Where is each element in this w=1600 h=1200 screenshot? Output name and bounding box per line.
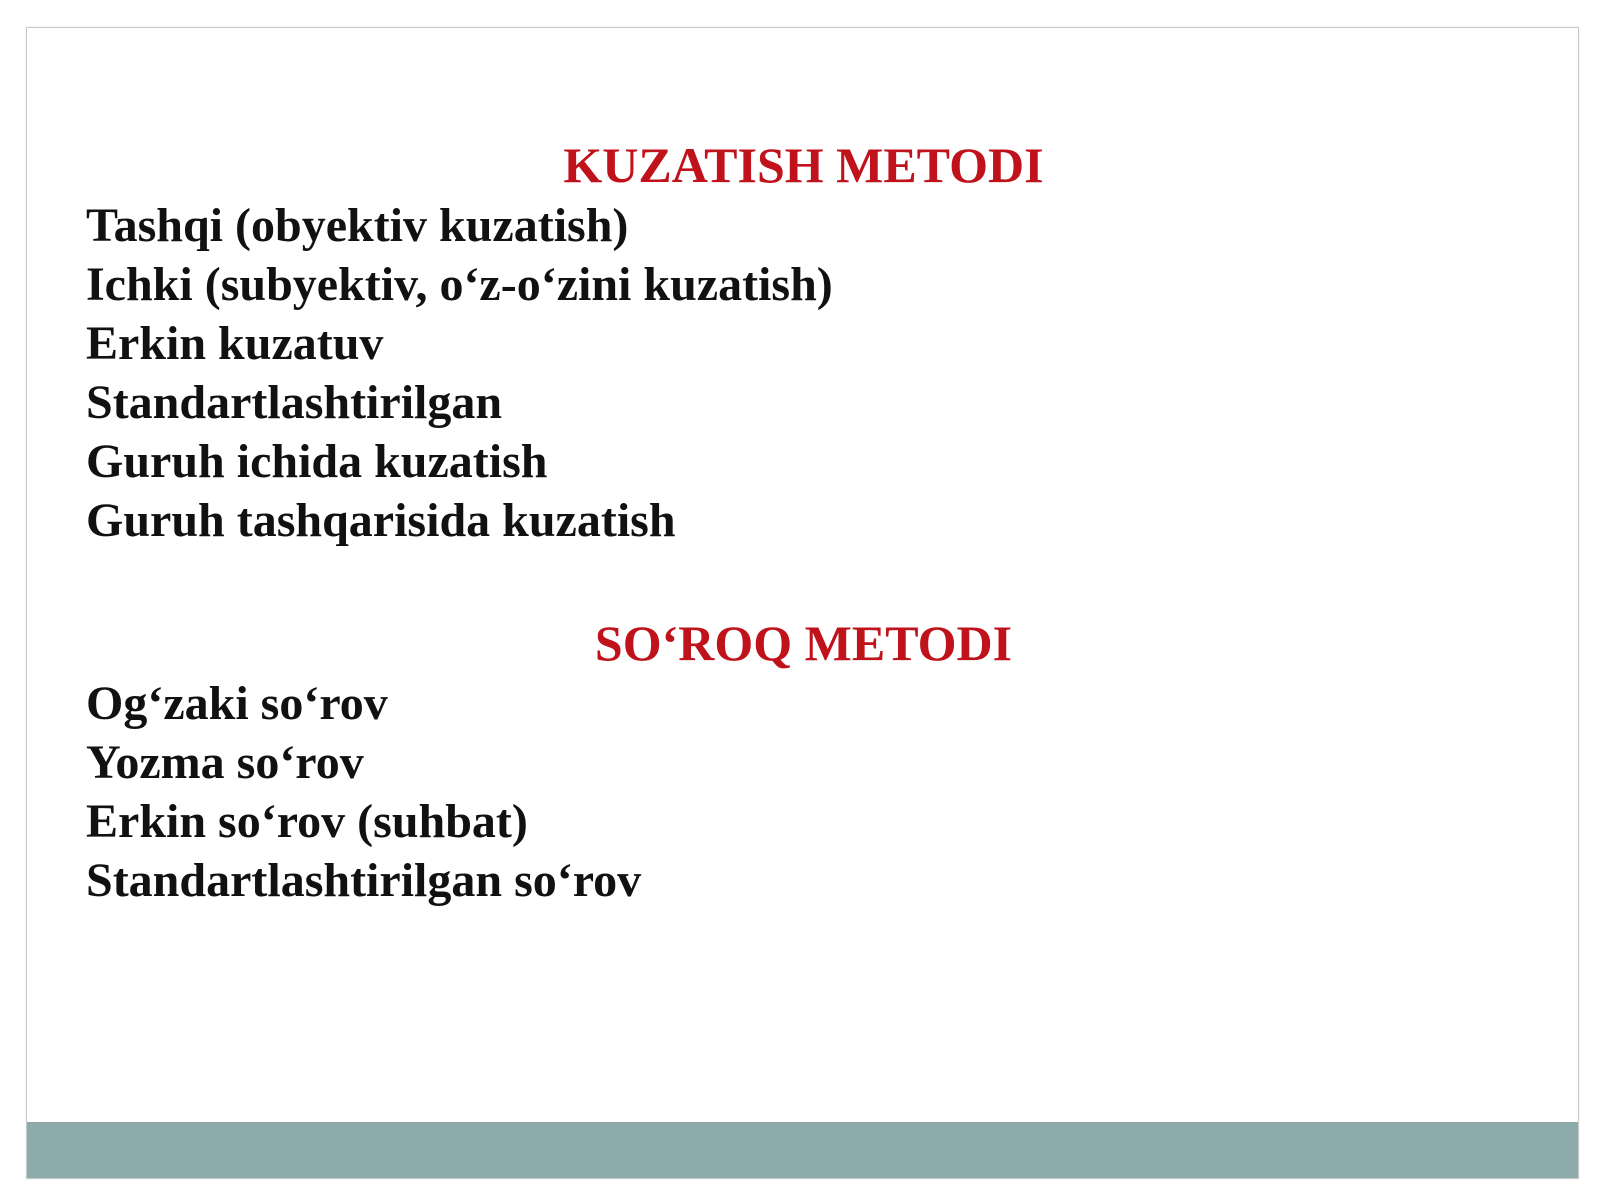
- list-item: Guruh ichida kuzatish: [86, 435, 548, 488]
- list-item: Erkin kuzatuv: [86, 317, 384, 370]
- list-item: Standartlashtirilgan: [86, 376, 503, 429]
- list-item: Erkin so‘rov (suhbat): [86, 795, 528, 848]
- footer-bar: [27, 1122, 1578, 1178]
- section-title-kuzatish: KUZATISH METODI: [563, 137, 1044, 193]
- slide: [26, 27, 1579, 1179]
- list-item: Og‘zaki so‘rov: [86, 677, 388, 730]
- list-item: Tashqi (obyektiv kuzatish): [86, 199, 629, 252]
- list-item: Yozma so‘rov: [86, 736, 364, 789]
- soroq-methods-list: [86, 674, 641, 910]
- list-item: Guruh tashqarisida kuzatish: [86, 494, 676, 547]
- kuzatish-methods-list: [86, 196, 833, 550]
- list-item: Standartlashtirilgan so‘rov: [86, 854, 642, 907]
- section-title-soroq: SO‘ROQ METODI: [594, 615, 1013, 671]
- list-item: Ichki (subyektiv, o‘z-o‘zini kuzatish): [86, 258, 833, 311]
